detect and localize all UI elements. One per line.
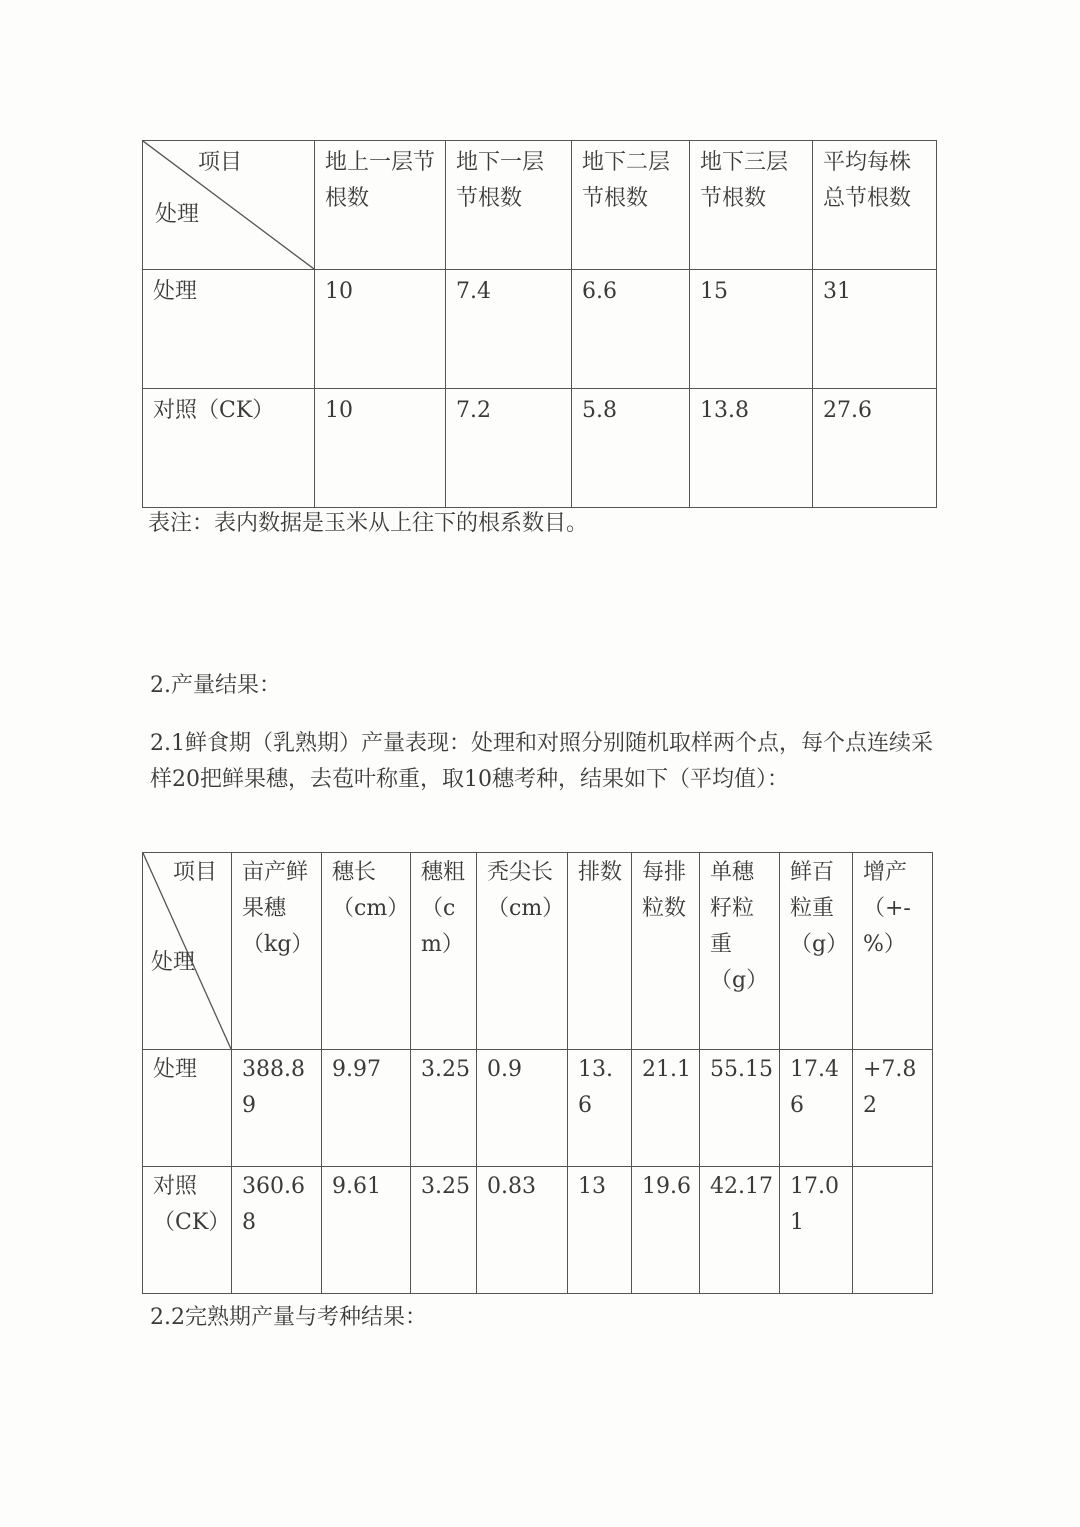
section-heading: 2.2完熟期产量与考种结果： [150, 1305, 427, 1330]
table-cell: 21.1 [632, 1050, 700, 1167]
table-cell: 360.68 [232, 1167, 322, 1294]
header-cell: 地下二层节根数 [572, 141, 690, 270]
table-cell: 13.8 [690, 389, 813, 508]
table-cell: 19.6 [632, 1167, 700, 1294]
table-corner-cell [143, 853, 232, 1050]
table-cell: 0.9 [477, 1050, 568, 1167]
table-header-row [143, 853, 933, 1050]
table-cell: 42.17 [700, 1167, 780, 1294]
header-cell: 排数 [568, 853, 632, 1050]
table-row [143, 270, 937, 389]
root-count-table [142, 140, 937, 508]
table-cell: 27.6 [813, 389, 937, 508]
table-cell: 3.25 [411, 1167, 477, 1294]
table-row [143, 1050, 933, 1167]
table-cell: 388.89 [232, 1050, 322, 1167]
header-cell: 亩产鲜果穗（kg） [232, 853, 322, 1050]
table-cell: 5.8 [572, 389, 690, 508]
corner-treatment-label: 处理 [151, 950, 196, 975]
table-cell: 9.97 [322, 1050, 411, 1167]
header-cell: 地下三层节根数 [690, 141, 813, 270]
table-cell: 13 [568, 1167, 632, 1294]
corner-item-label: 项目 [172, 860, 217, 885]
table-cell: 10 [315, 270, 446, 389]
table-cell: 15 [690, 270, 813, 389]
table-cell: 6.6 [572, 270, 690, 389]
header-cell: 鲜百粒重（g） [780, 853, 853, 1050]
table-row [143, 1167, 933, 1294]
header-cell: 秃尖长（cm） [477, 853, 568, 1050]
table-cell: 17.01 [780, 1167, 853, 1294]
section-heading: 2.产量结果： [150, 673, 281, 698]
row-label: 对照（CK） [143, 389, 315, 508]
table-corner-cell [143, 141, 315, 270]
header-cell: 每排粒数 [632, 853, 700, 1050]
header-cell: 增产（+-%） [853, 853, 933, 1050]
row-label: 对照（CK） [143, 1167, 232, 1294]
table-cell: 9.61 [322, 1167, 411, 1294]
table-cell: 55.15 [700, 1050, 780, 1167]
row-label: 处理 [143, 270, 315, 389]
header-cell: 平均每株总节根数 [813, 141, 937, 270]
header-cell: 地下一层节根数 [446, 141, 572, 270]
table-cell [853, 1167, 933, 1294]
yield-table [142, 852, 933, 1294]
row-label: 处理 [143, 1050, 232, 1167]
table-cell: 31 [813, 270, 937, 389]
table-cell: 13.6 [568, 1050, 632, 1167]
table-cell: +7.82 [853, 1050, 933, 1167]
table-cell: 10 [315, 389, 446, 508]
table-cell: 17.46 [780, 1050, 853, 1167]
table-note: 表注：表内数据是玉米从上往下的根系数目。 [148, 511, 589, 536]
table-row [143, 389, 937, 508]
header-cell: 穗长（cm） [322, 853, 411, 1050]
table-cell: 7.4 [446, 270, 572, 389]
section-paragraph: 2.1鲜食期（乳熟期）产量表现：处理和对照分别随机取样两个点，每个点连续采样20把鲜果穗，去苞叶称重，取10穗考种，结果如下（平均值）： [150, 731, 933, 792]
corner-treatment-label: 处理 [155, 202, 200, 227]
table-cell: 0.83 [477, 1167, 568, 1294]
table-header-row [143, 141, 937, 270]
corner-item-label: 项目 [197, 150, 242, 175]
table-cell: 7.2 [446, 389, 572, 508]
header-cell: 穗粗（cm） [411, 853, 477, 1050]
header-cell: 单穗籽粒重（g） [700, 853, 780, 1050]
header-cell: 地上一层节根数 [315, 141, 446, 270]
table-cell: 3.25 [411, 1050, 477, 1167]
